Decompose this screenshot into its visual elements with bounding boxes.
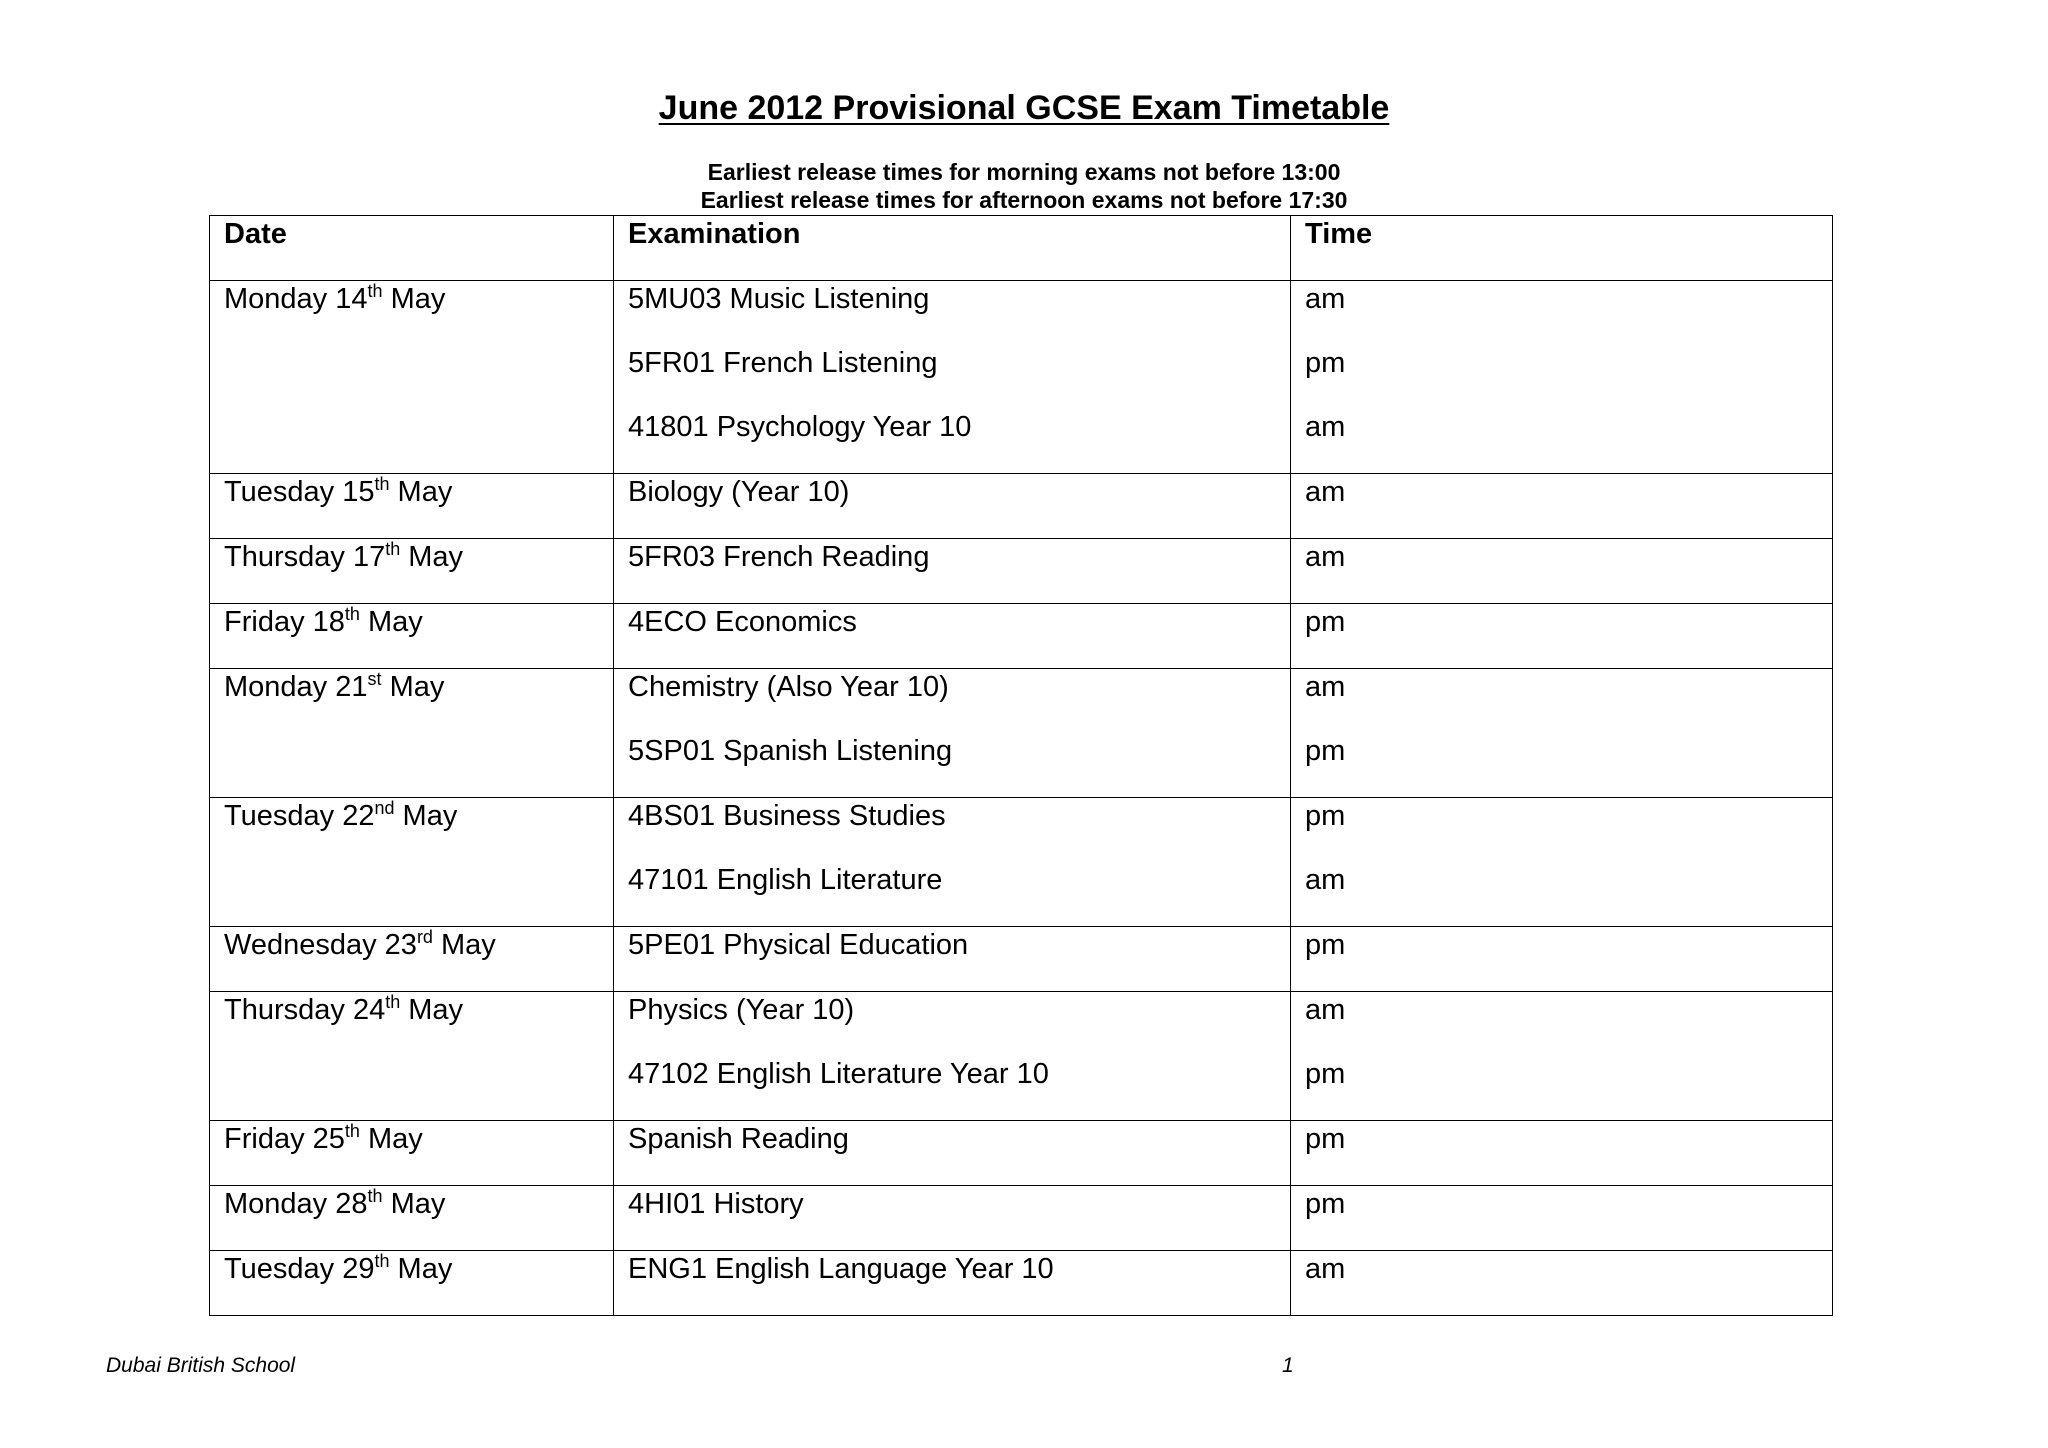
timetable-body — [210, 281, 1833, 1316]
exam-name: Biology (Year 10) — [628, 476, 850, 508]
date-text — [224, 669, 613, 733]
time-cell — [1291, 927, 1833, 992]
exam-session: pm — [1305, 929, 1346, 961]
date-prefix: Monday 14 — [224, 283, 368, 315]
date-text — [224, 474, 613, 538]
date-cell — [210, 669, 614, 798]
examination-cell — [614, 992, 1291, 1121]
examination-cell — [614, 1121, 1291, 1186]
release-note-afternoon: Earliest release times for afternoon exams not before 17:30 — [700, 187, 1348, 213]
exam-name: Chemistry (Also Year 10) — [628, 671, 949, 703]
date-text — [224, 604, 613, 668]
date-prefix: Monday 28 — [224, 1188, 368, 1220]
date-text — [224, 1186, 613, 1250]
date-ordinal-suffix: rd — [416, 927, 433, 947]
date-month: May — [359, 1123, 423, 1155]
date-prefix: Monday 21 — [224, 671, 368, 703]
exam-session: pm — [1305, 1058, 1346, 1090]
date-month: May — [359, 606, 423, 638]
exam-name: Spanish Reading — [628, 1123, 849, 1155]
exam-name: 4BS01 Business Studies — [628, 800, 946, 832]
exam-session: am — [1305, 283, 1346, 315]
date-cell — [210, 992, 614, 1121]
date-prefix: Tuesday 29 — [224, 1253, 375, 1285]
column-header-date: Date — [210, 216, 614, 281]
time-cell — [1291, 1251, 1833, 1316]
time-cell — [1291, 281, 1833, 474]
examination-cell — [614, 798, 1291, 927]
date-ordinal-suffix: th — [367, 1186, 383, 1206]
exam-session: pm — [1305, 347, 1346, 379]
exam-session: pm — [1305, 1123, 1346, 1155]
date-cell — [210, 798, 614, 927]
date-cell — [210, 1186, 614, 1251]
exam-session: am — [1305, 476, 1346, 508]
date-ordinal-suffix: st — [367, 669, 382, 689]
date-cell — [210, 474, 614, 539]
examination-cell — [614, 604, 1291, 669]
table-row — [210, 539, 1833, 604]
date-month: May — [394, 800, 458, 832]
date-prefix: Thursday 24 — [224, 994, 386, 1026]
table-row — [210, 1186, 1833, 1251]
footer-page-number: 1 — [1282, 1354, 1294, 1377]
release-note-morning: Earliest release times for morning exams not before 13:00 — [707, 159, 1341, 185]
exam-session: am — [1305, 411, 1346, 443]
exam-name: Physics (Year 10) — [628, 994, 855, 1026]
examination-cell — [614, 1186, 1291, 1251]
date-prefix: Friday 18 — [224, 606, 345, 638]
date-cell — [210, 1251, 614, 1316]
exam-name: 47102 English Literature Year 10 — [628, 1058, 1049, 1090]
exam-name: 5FR01 French Listening — [628, 347, 938, 379]
exam-name: ENG1 English Language Year 10 — [628, 1253, 1054, 1285]
date-cell — [210, 927, 614, 992]
exam-session: pm — [1305, 800, 1346, 832]
date-cell — [210, 281, 614, 474]
time-cell — [1291, 604, 1833, 669]
date-month: May — [382, 283, 446, 315]
exam-name: 5SP01 Spanish Listening — [628, 735, 953, 767]
exam-name: 5PE01 Physical Education — [628, 929, 969, 961]
column-header-time: Time — [1291, 216, 1833, 281]
date-ordinal-suffix: th — [385, 992, 401, 1012]
exam-session: pm — [1305, 1188, 1346, 1220]
page-title: June 2012 Provisional GCSE Exam Timetable — [658, 89, 1390, 127]
table-row — [210, 992, 1833, 1121]
date-prefix: Wednesday 23 — [224, 929, 417, 961]
examination-cell — [614, 539, 1291, 604]
exam-session: am — [1305, 1253, 1346, 1285]
exam-session: pm — [1305, 606, 1346, 638]
time-cell — [1291, 669, 1833, 798]
table-row — [210, 474, 1833, 539]
date-prefix: Friday 25 — [224, 1123, 345, 1155]
time-cell — [1291, 1186, 1833, 1251]
date-text — [224, 992, 613, 1056]
date-ordinal-suffix: nd — [374, 798, 395, 818]
exam-name: 5FR03 French Reading — [628, 541, 930, 573]
exam-session: am — [1305, 671, 1346, 703]
date-prefix: Thursday 17 — [224, 541, 386, 573]
table-row — [210, 669, 1833, 798]
time-cell — [1291, 539, 1833, 604]
table-row — [210, 927, 1833, 992]
date-text — [224, 798, 613, 862]
date-month: May — [432, 929, 496, 961]
exam-timetable — [209, 215, 1833, 1316]
date-cell — [210, 539, 614, 604]
exam-session: am — [1305, 864, 1346, 896]
table-header-row — [210, 216, 1833, 281]
date-prefix: Tuesday 15 — [224, 476, 375, 508]
table-row — [210, 281, 1833, 474]
exam-name: 4ECO Economics — [628, 606, 857, 638]
date-month: May — [400, 994, 464, 1026]
date-month: May — [381, 671, 445, 703]
date-text — [224, 1121, 613, 1185]
time-cell — [1291, 992, 1833, 1121]
table-row — [210, 798, 1833, 927]
exam-name: 41801 Psychology Year 10 — [628, 411, 972, 443]
time-cell — [1291, 1121, 1833, 1186]
date-month: May — [382, 1188, 446, 1220]
date-text — [224, 927, 613, 991]
date-ordinal-suffix: th — [385, 539, 401, 559]
exam-session: am — [1305, 994, 1346, 1026]
date-month: May — [389, 1253, 453, 1285]
time-cell — [1291, 474, 1833, 539]
date-month: May — [389, 476, 453, 508]
exam-name: 5MU03 Music Listening — [628, 283, 930, 315]
footer-school-name: Dubai British School — [106, 1354, 296, 1377]
time-cell — [1291, 798, 1833, 927]
date-ordinal-suffix: th — [374, 474, 390, 494]
date-ordinal-suffix: th — [374, 1251, 390, 1271]
table-row — [210, 1121, 1833, 1186]
exam-session: pm — [1305, 735, 1346, 767]
date-cell — [210, 604, 614, 669]
date-ordinal-suffix: th — [344, 604, 360, 624]
date-ordinal-suffix: th — [367, 281, 383, 301]
exam-session: am — [1305, 541, 1346, 573]
date-prefix: Tuesday 22 — [224, 800, 375, 832]
date-cell — [210, 1121, 614, 1186]
exam-name: 47101 English Literature — [628, 864, 943, 896]
date-ordinal-suffix: th — [344, 1121, 360, 1141]
examination-cell — [614, 927, 1291, 992]
column-header-examination: Examination — [614, 216, 1291, 281]
date-text — [224, 1251, 613, 1315]
examination-cell — [614, 474, 1291, 539]
examination-cell — [614, 669, 1291, 798]
date-month: May — [400, 541, 464, 573]
exam-name: 4HI01 History — [628, 1188, 804, 1220]
examination-cell — [614, 281, 1291, 474]
date-text — [224, 281, 613, 345]
examination-cell — [614, 1251, 1291, 1316]
table-row — [210, 1251, 1833, 1316]
date-text — [224, 539, 613, 603]
table-row — [210, 604, 1833, 669]
